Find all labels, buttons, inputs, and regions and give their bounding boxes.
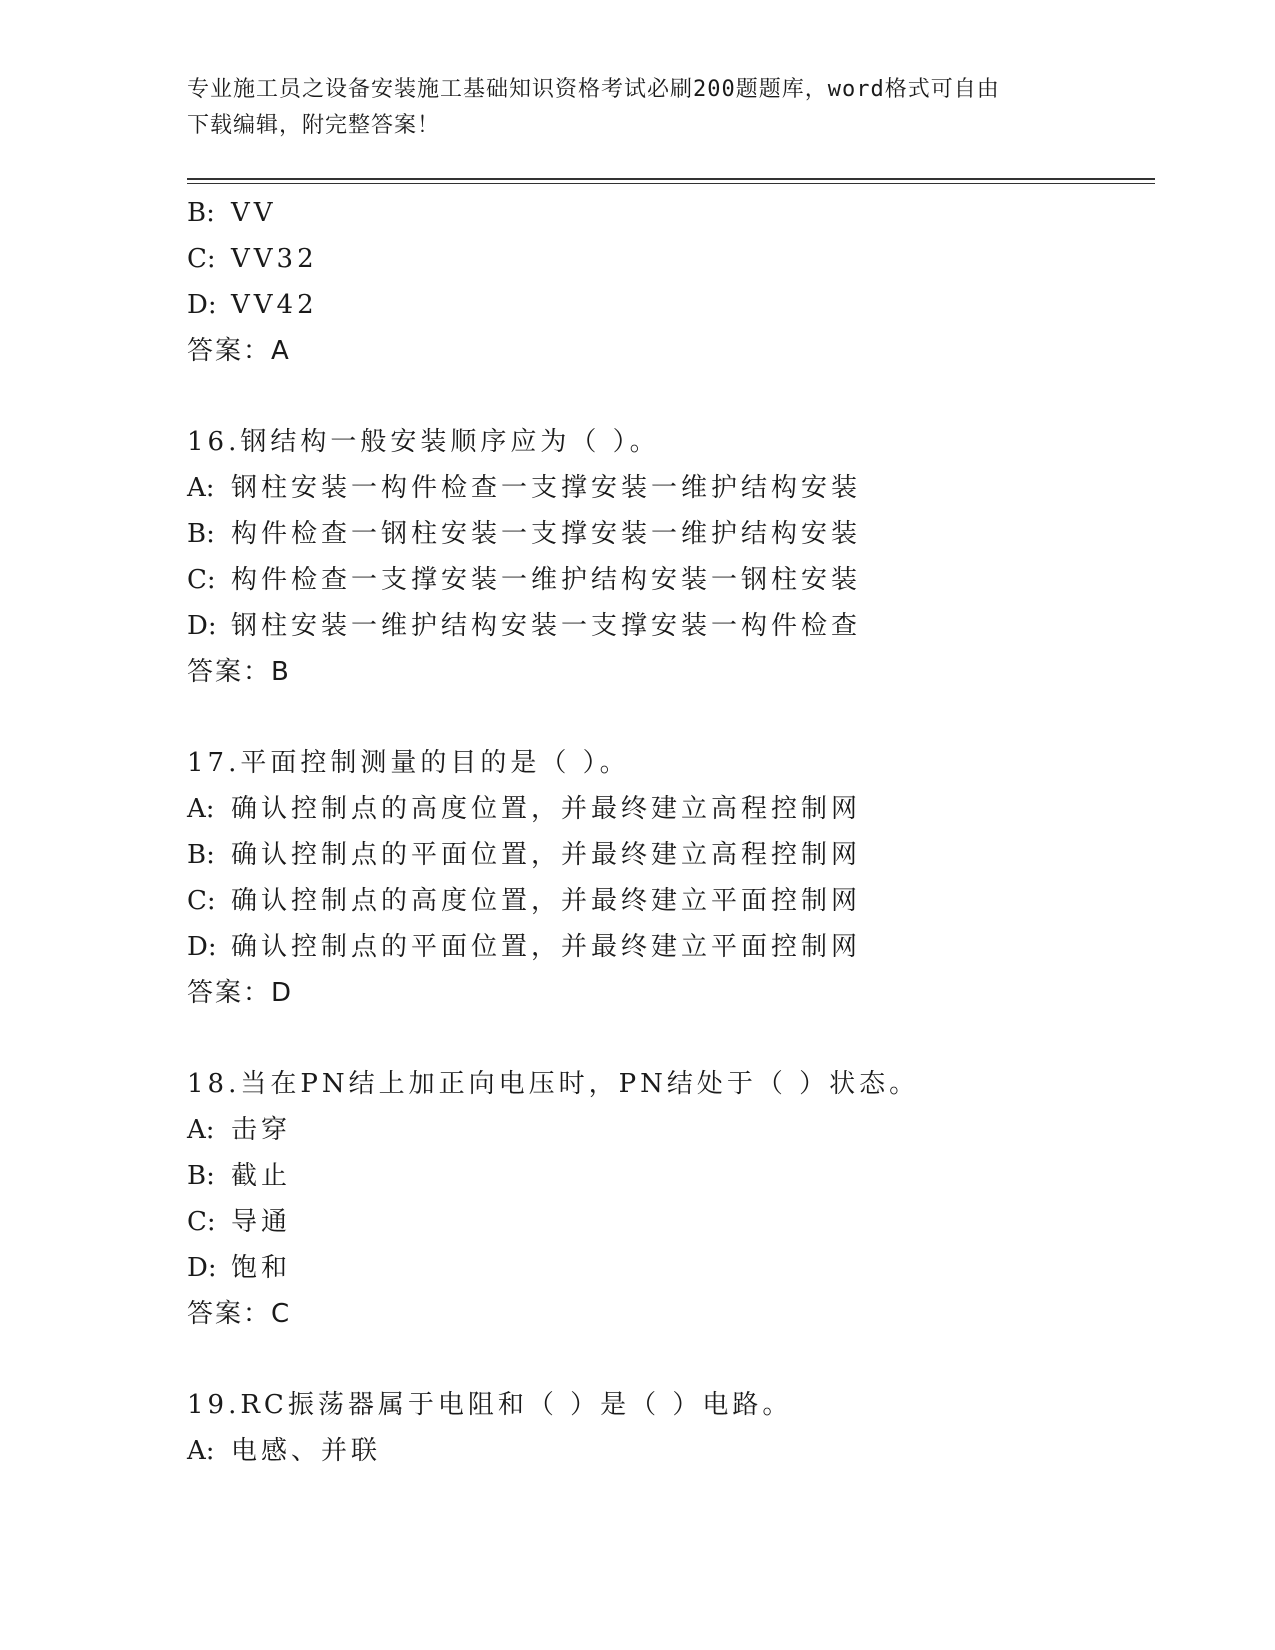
option-text: VV42 [231, 290, 318, 320]
option-label: D: [187, 932, 217, 962]
option-text: VV [231, 198, 277, 228]
option-c [187, 557, 1147, 603]
document-header [187, 72, 1067, 144]
option-d [187, 1245, 1147, 1291]
option-label: B: [187, 1161, 215, 1191]
option-label: C: [187, 1207, 216, 1237]
option-a [187, 1428, 1147, 1474]
question-stem: 18.当在PN结上加正向电压时，PN结处于（ ）状态。 [187, 1069, 920, 1099]
header-line-2: 下载编辑，附完整答案！ [187, 113, 441, 138]
option-text: 截止 [231, 1161, 292, 1191]
option-b [187, 511, 1147, 557]
option-text: 确认控制点的高度位置，并最终建立平面控制网 [231, 886, 862, 916]
option-label: A: [187, 794, 215, 824]
option-d [187, 282, 1147, 328]
option-label: D: [187, 290, 217, 320]
option-text: 钢柱安装一构件检查一支撑安装一维护结构安装 [231, 473, 862, 503]
option-label: C: [187, 886, 216, 916]
question-17 [187, 740, 1147, 1016]
question-stem: 19.RC振荡器属于电阻和（ ）是（ ）电路。 [187, 1390, 793, 1420]
option-c [187, 878, 1147, 924]
option-a [187, 786, 1147, 832]
question-stem: 17.平面控制测量的目的是（ ）。 [187, 748, 630, 778]
answer-line: 答案：A [187, 336, 291, 366]
option-text: 确认控制点的平面位置，并最终建立高程控制网 [231, 840, 862, 870]
spacer [187, 1016, 1147, 1061]
option-d [187, 924, 1147, 970]
option-a [187, 465, 1147, 511]
question-stem: 16.钢结构一般安装顺序应为（ ）。 [187, 427, 660, 457]
option-label: B: [187, 198, 215, 228]
option-label: C: [187, 244, 216, 274]
option-label: A: [187, 1115, 215, 1145]
option-text: 构件检查一支撑安装一维护结构安装一钢柱安装 [231, 565, 862, 595]
option-d [187, 603, 1147, 649]
answer-line: 答案：B [187, 657, 291, 687]
spacer [187, 1337, 1147, 1382]
option-label: C: [187, 565, 216, 595]
option-c [187, 1199, 1147, 1245]
option-text: 饱和 [231, 1253, 292, 1283]
option-text: 构件检查一钢柱安装一支撑安装一维护结构安装 [231, 519, 862, 549]
option-b [187, 190, 1147, 236]
option-b [187, 1153, 1147, 1199]
option-label: D: [187, 1253, 217, 1283]
spacer [187, 695, 1147, 740]
answer-line: 答案：C [187, 1299, 292, 1329]
header-line-1: 专业施工员之设备安装施工基础知识资格考试必刷200题题库，word格式可自由 [187, 77, 1000, 102]
option-label: D: [187, 611, 217, 641]
option-text: 钢柱安装一维护结构安装一支撑安装一构件检查 [231, 611, 862, 641]
option-label: B: [187, 840, 215, 870]
answer-line: 答案：D [187, 978, 294, 1008]
header-rule-thin [187, 183, 1155, 184]
option-text: 导通 [231, 1207, 292, 1237]
option-text: 电感、并联 [231, 1436, 382, 1466]
question-content [187, 190, 1147, 1474]
option-text: 确认控制点的平面位置，并最终建立平面控制网 [231, 932, 862, 962]
question-15-tail [187, 190, 1147, 374]
question-19 [187, 1382, 1147, 1474]
question-18 [187, 1061, 1147, 1337]
option-label: B: [187, 519, 215, 549]
header-rule-thick [187, 178, 1155, 180]
option-b [187, 832, 1147, 878]
option-label: A: [187, 1436, 215, 1466]
option-label: A: [187, 473, 215, 503]
question-16 [187, 419, 1147, 695]
option-text: 确认控制点的高度位置，并最终建立高程控制网 [231, 794, 862, 824]
spacer [187, 374, 1147, 419]
option-c [187, 236, 1147, 282]
option-text: VV32 [231, 244, 318, 274]
option-text: 击穿 [231, 1115, 292, 1145]
option-a [187, 1107, 1147, 1153]
